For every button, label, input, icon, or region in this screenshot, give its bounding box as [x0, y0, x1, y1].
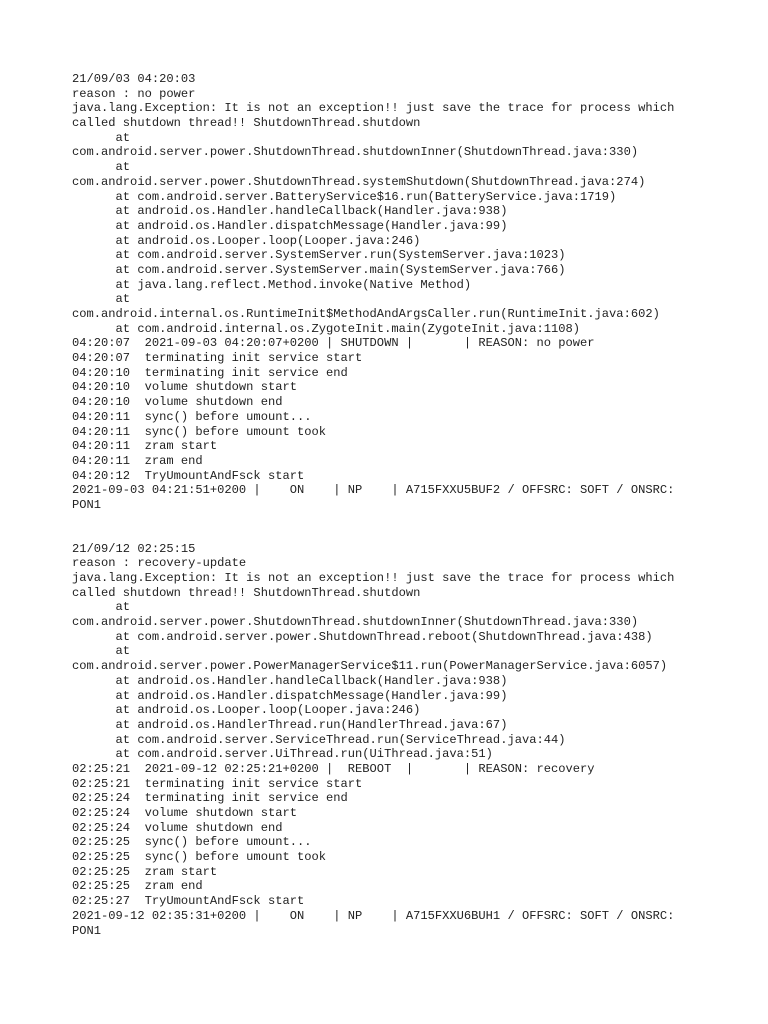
log-line: 04:20:11 sync() before umount... [72, 409, 312, 424]
log-line: at java.lang.reflect.Method.invoke(Native Method) [72, 277, 472, 292]
log-line: 04:20:11 zram start [72, 439, 218, 454]
log-line: at com.android.server.power.ShutdownThread.reboot(ShutdownThread.java:438) [72, 629, 653, 644]
log-line: at com.android.server.UiThread.run(UiThread.java:51) [72, 747, 493, 762]
log-line: 02:25:25 zram start [72, 864, 218, 879]
log-line: 04:20:10 terminating init service end [72, 365, 348, 380]
log-line: at android.os.Handler.handleCallback(Handler.java:938) [72, 204, 508, 219]
log-line: com.android.server.power.ShutdownThread.shutdownInner(ShutdownThread.java:330) [72, 145, 639, 160]
log-line: 02:25:21 terminating init service start [72, 776, 363, 791]
log-line: at [72, 160, 131, 175]
log-line: com.android.internal.os.RuntimeInit$MethodAndArgsCaller.run(RuntimeInit.java:602) [72, 307, 660, 321]
log-line: at android.os.Handler.dispatchMessage(Handler.java:99) [72, 218, 508, 233]
log-line: at [72, 292, 131, 307]
log-line: 02:25:27 TryUmountAndFsck start [72, 894, 305, 909]
log-line: 04:20:11 sync() before umount took [72, 424, 327, 439]
log-line: at com.android.server.BatteryService$16.run(BatteryService.java:1719) [72, 189, 617, 204]
log-line: at android.os.HandlerThread.run(HandlerThread.java:67) [72, 717, 508, 732]
log-line: 02:25:25 sync() before umount took [72, 850, 327, 865]
log-line: 02:25:24 volume shutdown end [72, 820, 283, 835]
log-line: 02:25:21 2021-09-12 02:25:21+0200 | REBOOT | | REASON: recovery [72, 761, 595, 776]
log-line: PON1 [72, 923, 102, 938]
log-line: 04:20:10 volume shutdown start [72, 380, 297, 395]
log-line: at android.os.Handler.handleCallback(Handler.java:938) [72, 673, 508, 688]
log-line: at android.os.Looper.loop(Looper.java:246) [72, 233, 421, 248]
log-line: PON1 [72, 497, 102, 512]
log-line: 21/09/12 02:25:15 [72, 541, 196, 556]
log-line: at android.os.Handler.dispatchMessage(Handler.java:99) [72, 688, 508, 703]
log-line: reason : recovery-update [72, 556, 247, 571]
log-line: 04:20:11 zram end [72, 453, 203, 468]
log-line: 02:25:25 zram end [72, 879, 203, 894]
log-line: 04:20:10 volume shutdown end [72, 395, 283, 410]
log-line: java.lang.Exception: It is not an exception!! just save the trace for process which [72, 571, 675, 585]
log-block-2 [72, 542, 702, 939]
log-line: com.android.server.power.ShutdownThread.systemShutdown(ShutdownThread.java:274) [72, 174, 646, 189]
log-line: called shutdown thread!! ShutdownThread.shutdown [72, 585, 421, 600]
log-document [72, 72, 702, 938]
log-line: 2021-09-03 04:21:51+0200 | ON | NP | A715FXXU5BUF2 / OFFSRC: SOFT / ONSRC: [72, 483, 675, 498]
log-line: at [72, 130, 131, 145]
log-line: 04:20:12 TryUmountAndFsck start [72, 468, 305, 483]
log-line: 2021-09-12 02:35:31+0200 | ON | NP | A715FXXU6BUH1 / OFFSRC: SOFT / ONSRC: [72, 908, 675, 923]
log-line: 02:25:24 terminating init service end [72, 791, 348, 806]
log-line: at com.android.internal.os.ZygoteInit.main(ZygoteInit.java:1108) [72, 321, 581, 336]
log-block-1 [72, 72, 702, 513]
log-line: reason : no power [72, 86, 196, 101]
log-line: at com.android.server.SystemServer.main(SystemServer.java:766) [72, 262, 566, 277]
log-line: 02:25:24 volume shutdown start [72, 806, 297, 820]
log-line: com.android.server.power.ShutdownThread.shutdownInner(ShutdownThread.java:330) [72, 615, 639, 630]
log-line: 04:20:07 2021-09-03 04:20:07+0200 | SHUTDOWN | | REASON: no power [72, 336, 595, 351]
log-line: at [72, 600, 131, 615]
log-line: at com.android.server.SystemServer.run(SystemServer.java:1023) [72, 248, 566, 263]
log-line: com.android.server.power.PowerManagerService$11.run(PowerManagerService.java:6057) [72, 659, 668, 674]
log-line: at android.os.Looper.loop(Looper.java:246) [72, 703, 421, 718]
log-line: called shutdown thread!! ShutdownThread.shutdown [72, 116, 421, 131]
log-line: 04:20:07 terminating init service start [72, 351, 363, 366]
log-line: at com.android.server.ServiceThread.run(ServiceThread.java:44) [72, 732, 566, 747]
log-line: at [72, 644, 131, 659]
log-line: 02:25:25 sync() before umount... [72, 835, 312, 850]
log-line: 21/09/03 04:20:03 [72, 72, 196, 86]
log-line: java.lang.Exception: It is not an exception!! just save the trace for process which [72, 101, 675, 116]
